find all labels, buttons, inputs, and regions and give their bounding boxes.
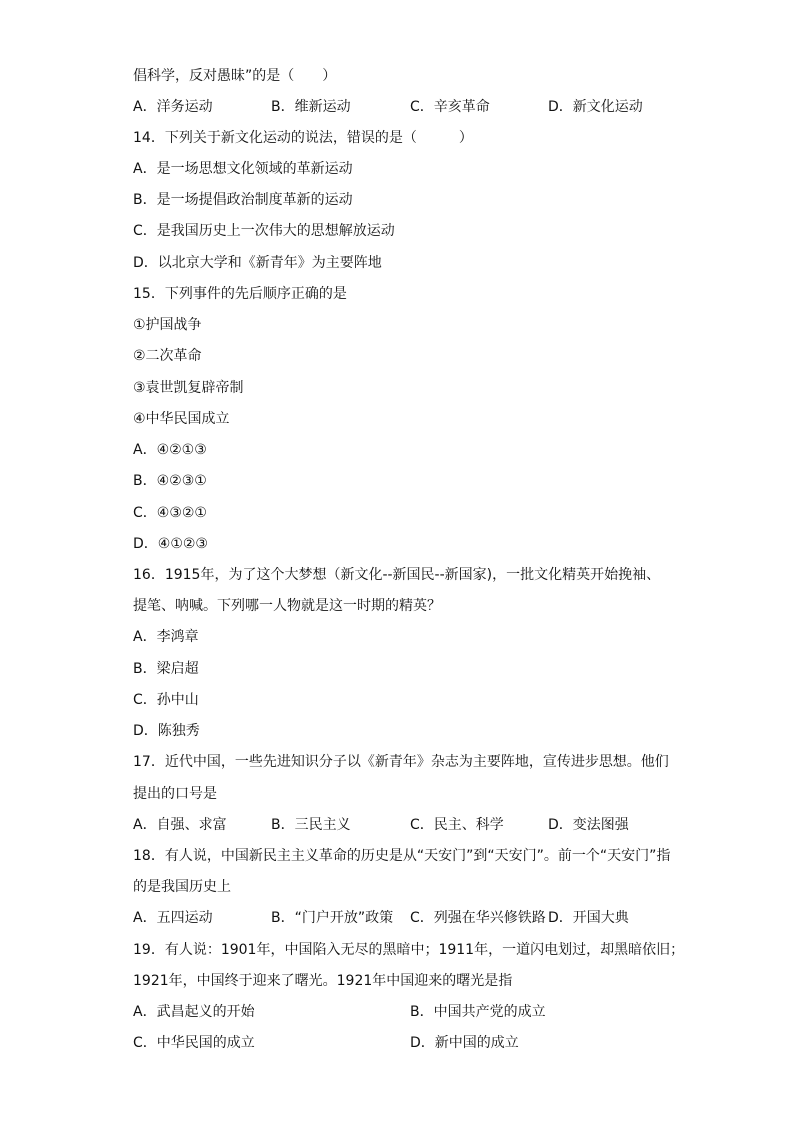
- q18-option-d: D．开国大典: [548, 910, 629, 926]
- q19-stem-line2: 1921年，中国终于迎来了曙光。1921年中国迎来的曙光是指: [133, 973, 513, 989]
- q14-option-a: A．是一场思想文化领域的革新运动: [133, 161, 353, 177]
- q15-event-1: ①护国战争: [133, 317, 202, 333]
- q17-option-d: D．变法图强: [548, 817, 629, 833]
- q15-event-2: ②二次革命: [133, 348, 202, 364]
- q17-stem-line1: 17．近代中国，一些先进知识分子以《新青年》杂志为主要阵地，宣传进步思想。他们: [133, 754, 669, 770]
- q18-stem-line2: 的是我国历史上: [133, 879, 231, 895]
- q14-option-d: D．以北京大学和《新青年》为主要阵地: [133, 255, 382, 271]
- q13-stem-tail: 倡科学，反对愚昧”的是（ ）: [133, 68, 337, 84]
- q15-option-b: B．④②③①: [133, 473, 207, 489]
- q16-stem-line1: 16．1915年，为了这个大梦想（新文化--新国民--新国家)，一批文化精英开始挽袖、: [133, 567, 661, 583]
- q13-option-c: C．辛亥革命: [410, 99, 490, 115]
- q17-option-c: C．民主、科学: [410, 817, 504, 833]
- q15-event-4: ④中华民国成立: [133, 411, 230, 427]
- q17-option-a: A．自强、求富: [133, 817, 227, 833]
- q18-option-b: B．“门户开放”政策: [271, 910, 394, 926]
- q13-option-d: D．新文化运动: [548, 99, 643, 115]
- q14-option-b: B．是一场提倡政治制度革新的运动: [133, 192, 353, 208]
- q14-stem: 14．下列关于新文化运动的说法，错误的是（ ）: [133, 130, 473, 146]
- q17-stem-line2: 提出的口号是: [133, 786, 217, 802]
- q17-option-b: B．三民主义: [271, 817, 351, 833]
- q19-stem-line1: 19．有人说：1901年，中国陷入无尽的黑暗中；1911年，一道闪电划过，却黑暗依旧；: [133, 942, 685, 958]
- q15-option-a: A．④②①③: [133, 442, 207, 458]
- q18-option-a: A．五四运动: [133, 910, 213, 926]
- q15-option-c: C．④③②①: [133, 505, 207, 521]
- q19-option-c: C．中华民国的成立: [133, 1035, 255, 1051]
- q16-stem-line2: 提笔、呐喊。下列哪一人物就是这一时期的精英？: [133, 598, 441, 614]
- q15-event-3: ③袁世凯复辟帝制: [133, 380, 244, 396]
- q19-option-d: D．新中国的成立: [410, 1035, 519, 1051]
- q16-option-c: C．孙中山: [133, 692, 199, 708]
- q13-option-a: A．洋务运动: [133, 99, 213, 115]
- q15-stem: 15．下列事件的先后顺序正确的是: [133, 286, 347, 302]
- q14-option-c: C．是我国历史上一次伟大的思想解放运动: [133, 223, 395, 239]
- q13-option-b: B．维新运动: [271, 99, 351, 115]
- q19-option-a: A．武昌起义的开始: [133, 1004, 255, 1020]
- q18-stem-line1: 18．有人说，中国新民主主义革命的历史是从“天安门”到“天安门”。前一个“天安门”指: [133, 848, 671, 864]
- q16-option-d: D．陈独秀: [133, 723, 200, 739]
- q15-option-d: D．④①②③: [133, 536, 208, 552]
- q19-option-b: B．中国共产党的成立: [410, 1004, 546, 1020]
- q18-option-c: C．列强在华兴修铁路: [410, 910, 546, 926]
- q16-option-b: B．梁启超: [133, 661, 199, 677]
- q16-option-a: A．李鸿章: [133, 629, 199, 645]
